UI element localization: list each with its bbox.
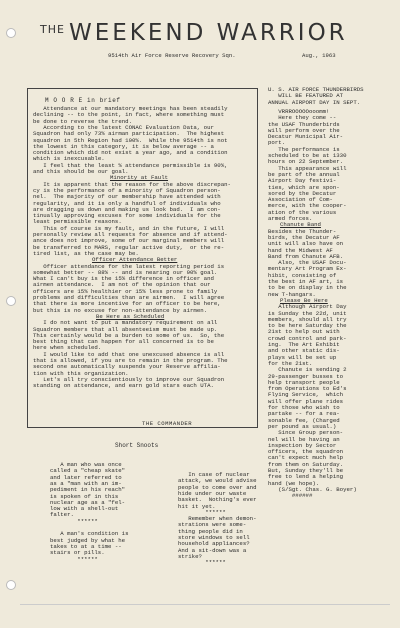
commander-text-line: which is inexcusable.	[33, 155, 105, 163]
thunderbirds-text-line: hand the Midwest AF	[268, 246, 333, 254]
snoot-text-line: is spoken of in this	[50, 492, 119, 500]
thunderbirds-text-line: (S/Sgt. Chas. G. Boyer)	[268, 485, 357, 493]
snoot-text-line: store windows to sell	[178, 534, 250, 541]
commander-text-line: According to the latest CONAC Evaluation Data, our	[33, 123, 214, 131]
snoot-text-line: hide under our waste	[178, 489, 247, 497]
snoot-text-line: ******	[50, 517, 98, 525]
thunderbirds-headline-line: U. S. AIR FORCE THUNDERBIRDS	[268, 86, 364, 93]
title-text: WEEKEND WARRIOR	[68, 20, 348, 46]
thunderbirds-text-line: hours on 22 September.	[268, 158, 344, 166]
thunderbirds-text-line: from Operations to Ed's	[268, 385, 347, 393]
snoot-text-line: household appliances?	[178, 540, 250, 548]
thunderbirds-text-line: free to lend a helping	[268, 473, 344, 481]
thunderbirds-text-line: port.	[268, 139, 286, 147]
subheading-please-be-here: Please Be Here	[280, 296, 328, 304]
issue-date: Aug., 1963	[302, 52, 336, 59]
snoot-text-line: strike?	[178, 552, 202, 560]
thunderbirds-text-line: sonable fee, (Charged	[268, 416, 340, 424]
thunderbirds-text-line: Chanute is sending 2	[268, 366, 347, 374]
thunderbirds-text-line: 29-passenger busses to	[268, 372, 344, 380]
punch-hole	[6, 296, 16, 306]
thunderbirds-text-line: for the 21st.	[268, 359, 313, 367]
commander-text-line: personally review all requests for absence and if attend-	[33, 231, 228, 238]
thunderbirds-text-line: for those who wish to	[268, 404, 340, 411]
thunderbirds-text-line: partake -- for a rea-	[268, 410, 340, 418]
commander-text-line: What I can't buy is the 15% difference in officer and	[33, 275, 214, 283]
snoot-text-line: thing people did in	[178, 527, 243, 535]
commander-text-line: airmen attendance. I am not of the opinion that our	[33, 281, 211, 289]
snoot-text-line: nuclear age as a "fel-	[50, 498, 126, 506]
thunderbirds-headline-line: ANNUAL AIRPORT DAY IN SEPT.	[268, 98, 361, 106]
commander-text-line: here when scheduled.	[33, 344, 102, 352]
commander-text-line: declining -- to the point, in fact, where something must	[33, 111, 225, 119]
unit-name: 9514th Air Force Reserve Recovery Sqn.	[108, 52, 236, 59]
thunderbirds-text-line: can't expect much help	[268, 454, 344, 462]
snoot-text-line: A man's condition is	[50, 530, 129, 538]
snoot-text-line: attack, we would advise	[178, 477, 257, 485]
thunderbirds-text-line: help transport people	[268, 378, 340, 386]
commander-text-line: somewhat better -- 88% -- and is nearing our 90% goal.	[33, 268, 218, 276]
snoot-text-line: best judged by what he	[50, 536, 126, 544]
thunderbirds-text-line: will offer plane rides	[268, 397, 344, 405]
commander-text-line: tinually approving excuses for some individuals for the	[33, 212, 221, 220]
thunderbirds-text-line: to be on display in the	[268, 284, 347, 292]
commander-text-line: best thing that can happen for all concerned is to be	[33, 338, 214, 346]
thunderbirds-text-line: is Sunday the 22d, unit	[268, 309, 347, 317]
thunderbirds-text-line: Since Group person-	[268, 429, 344, 437]
snoot-text-line: and later referred to	[50, 473, 122, 481]
commander-text-line: nel. The majority of our membership have attended with	[33, 193, 221, 201]
thunderbirds-text-line: Band from Chanute AFB.	[268, 252, 344, 260]
thunderbirds-text-line: nel will be having an	[268, 435, 340, 443]
commander-text-line: officers are 15% healthier or 15% less prone to family	[33, 287, 218, 295]
commander-text-line: that there is more incentive for an officer to be here,	[33, 300, 221, 308]
commander-text-line: Officer attendance for the latest reporting period is	[33, 262, 225, 270]
thunderbirds-text-line: Flying Service, which	[268, 391, 344, 399]
thunderbirds-text-line: unit will also have on	[268, 240, 344, 248]
thunderbirds-text-line: crowd control and park-	[268, 334, 347, 342]
thunderbirds-text-line: This appearance will	[268, 164, 347, 172]
bottom-rule	[20, 604, 390, 605]
commander-text-line: It is apparent that the reason for the above discrepan-	[33, 180, 231, 188]
thunderbirds-text-line: scheduled to be at 1330	[268, 152, 347, 159]
snoot-text-line: ******	[50, 555, 98, 563]
thunderbirds-text-line: Decatur Municipal Air-	[268, 133, 344, 141]
thunderbirds-text-line: armed forces.	[268, 215, 313, 222]
thunderbirds-text-line: Here they come --	[268, 114, 337, 122]
thunderbirds-text-line: to be here Saturday the	[268, 322, 347, 330]
thunderbirds-text-line: members, should all try	[268, 315, 347, 323]
commander-signature: THE COMMANDER	[142, 420, 193, 427]
snoot-text-line: called a "cheap skate"	[50, 467, 126, 475]
thunderbirds-text-line: merce, with the cooper-	[268, 202, 347, 210]
subheading-chanute-band: Chanute Band	[280, 221, 321, 229]
thunderbirds-text-line: plays will be set up	[268, 353, 337, 361]
commander-text-line: I do not want to put a mandatory requirement on all	[33, 319, 218, 327]
commander-text-line: I feel that the least % attendance permissible is 90%,	[33, 161, 228, 169]
thunderbirds-text-line: inspection by Sector	[268, 441, 337, 449]
commander-text-line: I would like to add that one unexcused absence is all	[33, 350, 225, 358]
thunderbirds-text-line: hibit, consisting of	[268, 271, 337, 279]
commander-text-line: but this is no excuse for non-attendance by airmen.	[33, 306, 208, 314]
commander-text-line: Squadron had only 73% airman participation. The highest	[33, 130, 225, 138]
commander-text-line: Squadron members that all absenteeism must be made up.	[33, 325, 218, 333]
thunderbirds-text-line: The performance is	[268, 145, 340, 153]
commander-text-line: Attendance at our mandatory meetings has been steadily	[33, 105, 228, 112]
snoot-text-line: A man who was once	[50, 461, 122, 468]
title-prefix: THE	[40, 23, 65, 36]
commander-text-line: and this should be our goal.	[33, 168, 129, 175]
thunderbirds-text-line: mentary Art Program Ex-	[268, 265, 347, 273]
thunderbirds-headline-line: WILL BE FEATURED AT	[268, 92, 344, 100]
snoot-text-line: as a "man with an im-	[50, 479, 122, 487]
commander-text-line: are dragging us down and making us look bad. I am con-	[33, 205, 221, 213]
snoot-text-line: Remember when demon-	[178, 515, 257, 523]
snoot-text-line: pediment in his reach"	[50, 486, 126, 494]
thunderbirds-text-line: Airport Day festivi-	[268, 177, 337, 185]
commander-text-line: be transferred to MARS, regular active duty, or the re-	[33, 243, 225, 251]
snoot-text-line: And a sit-down was a	[178, 546, 247, 554]
thunderbirds-text-line: Besides the Thunder-	[268, 227, 337, 235]
snoot-text-line: falter.	[50, 511, 74, 519]
newsletter-title	[40, 20, 348, 46]
snoot-text-line: basket. Nothing's ever	[178, 496, 257, 504]
snoot-text-line: strations were some-	[178, 521, 247, 529]
punch-hole	[6, 28, 16, 38]
thunderbirds-text-line: Also, the USAF Docu-	[268, 259, 347, 267]
commander-text-line: standing on attendance, and earn gold stars each UTA.	[33, 382, 214, 390]
thunderbirds-text-line: ######	[268, 492, 313, 500]
thunderbirds-text-line: officers, the squadron	[268, 448, 344, 456]
commander-text-line: that is allowed, if you are to remain in the program. The	[33, 357, 228, 364]
snoot-text-line: people to come over and	[178, 483, 257, 491]
subheading-minority: Minority at Fault	[110, 174, 169, 182]
snoot-text-line: In case of nuclear	[178, 471, 250, 478]
commander-text-line: the lowest in this category, it is below average -- a	[33, 142, 214, 150]
thunderbirds-text-line: Association of Com-	[268, 196, 333, 204]
commander-text-line: tired list, as the case may be.	[33, 249, 139, 257]
commander-text-line: be done to reverse the trend.	[33, 117, 132, 125]
commander-text-line: problems and difficulties than are airmen. I will agree	[33, 294, 225, 301]
masthead	[40, 20, 370, 60]
snoot-text-line: hit it yet.	[178, 502, 216, 510]
commander-text-line: squadron in 5th Region had 100%. While the 9514th is not	[33, 136, 228, 144]
snoot-text-line: low with a shell-out	[50, 505, 119, 513]
thunderbirds-text-line: ties, which are spon-	[268, 183, 340, 191]
snoot-text-line: stairs or pills.	[50, 549, 105, 557]
thunderbirds-text-line: ing. The Art Exhibit	[268, 341, 340, 348]
subheading-officer-attendance: Officer Attendance Better	[92, 256, 178, 264]
thunderbirds-text-line: ation of the various	[268, 208, 337, 216]
thunderbirds-text-line: But, Sunday they'll be	[268, 467, 344, 474]
thunderbirds-text-line: VRRROOOOOooomm!	[268, 107, 330, 115]
thunderbirds-text-line: the USAF Thunderbirds	[268, 120, 340, 128]
commander-text-line: ance does not improve, some of our marginal members will	[33, 237, 225, 245]
commander-text-line: regularity, and it is only a handful of individuals who	[33, 199, 221, 207]
snoot-text-line: takes to at a time --	[50, 542, 122, 550]
thunderbirds-text-line: hand (we hope).	[268, 479, 320, 487]
thunderbirds-text-line: Although Airport Day	[268, 303, 347, 311]
commander-text-line: second one automatically suspends your Reserve affilia-	[33, 363, 221, 371]
punch-hole	[6, 580, 16, 590]
commander-text-line: This of course is my fault, and in the future, I will	[33, 224, 225, 232]
commander-text-line: This certainly would be a burden to some of us. So, the	[33, 331, 225, 339]
commander-text-line: least permissible reasons.	[33, 218, 122, 226]
thunderbirds-text-line: will perform over the	[268, 126, 340, 134]
commander-text-line: tion with this organization.	[33, 369, 129, 377]
thunderbirds-text-line: be part of the annual	[268, 170, 340, 178]
commander-text-line: condition which did not exist a year ago, and a condition	[33, 149, 228, 157]
snoot-text-line: ******	[178, 559, 226, 567]
snoot-text-line: ******	[178, 508, 226, 516]
commander-heading: M O O R E in brief	[45, 97, 121, 104]
thunderbirds-text-line: sored by the Decatur	[268, 189, 337, 197]
commander-text-line: cy is the performance of a minority of Squadron person-	[33, 186, 221, 194]
thunderbirds-text-line: per pound as usual.)	[268, 422, 337, 430]
thunderbirds-text-line: from them on Saturday.	[268, 460, 344, 468]
subheading-be-here: Be Here as Scheduled	[96, 312, 165, 320]
short-snoots-heading: Short Snoots	[115, 442, 159, 449]
thunderbirds-text-line: the best in AF art, is	[268, 278, 344, 285]
thunderbirds-text-line: 21st to help out with	[268, 328, 340, 336]
thunderbirds-text-line: new T-hangars.	[268, 290, 316, 298]
thunderbirds-text-line: birds, the Decatur AF	[268, 233, 340, 241]
thunderbirds-text-line: and other static dis-	[268, 347, 340, 355]
commander-text-line: Let's all try conscientiously to improve our Squadron	[33, 375, 225, 383]
